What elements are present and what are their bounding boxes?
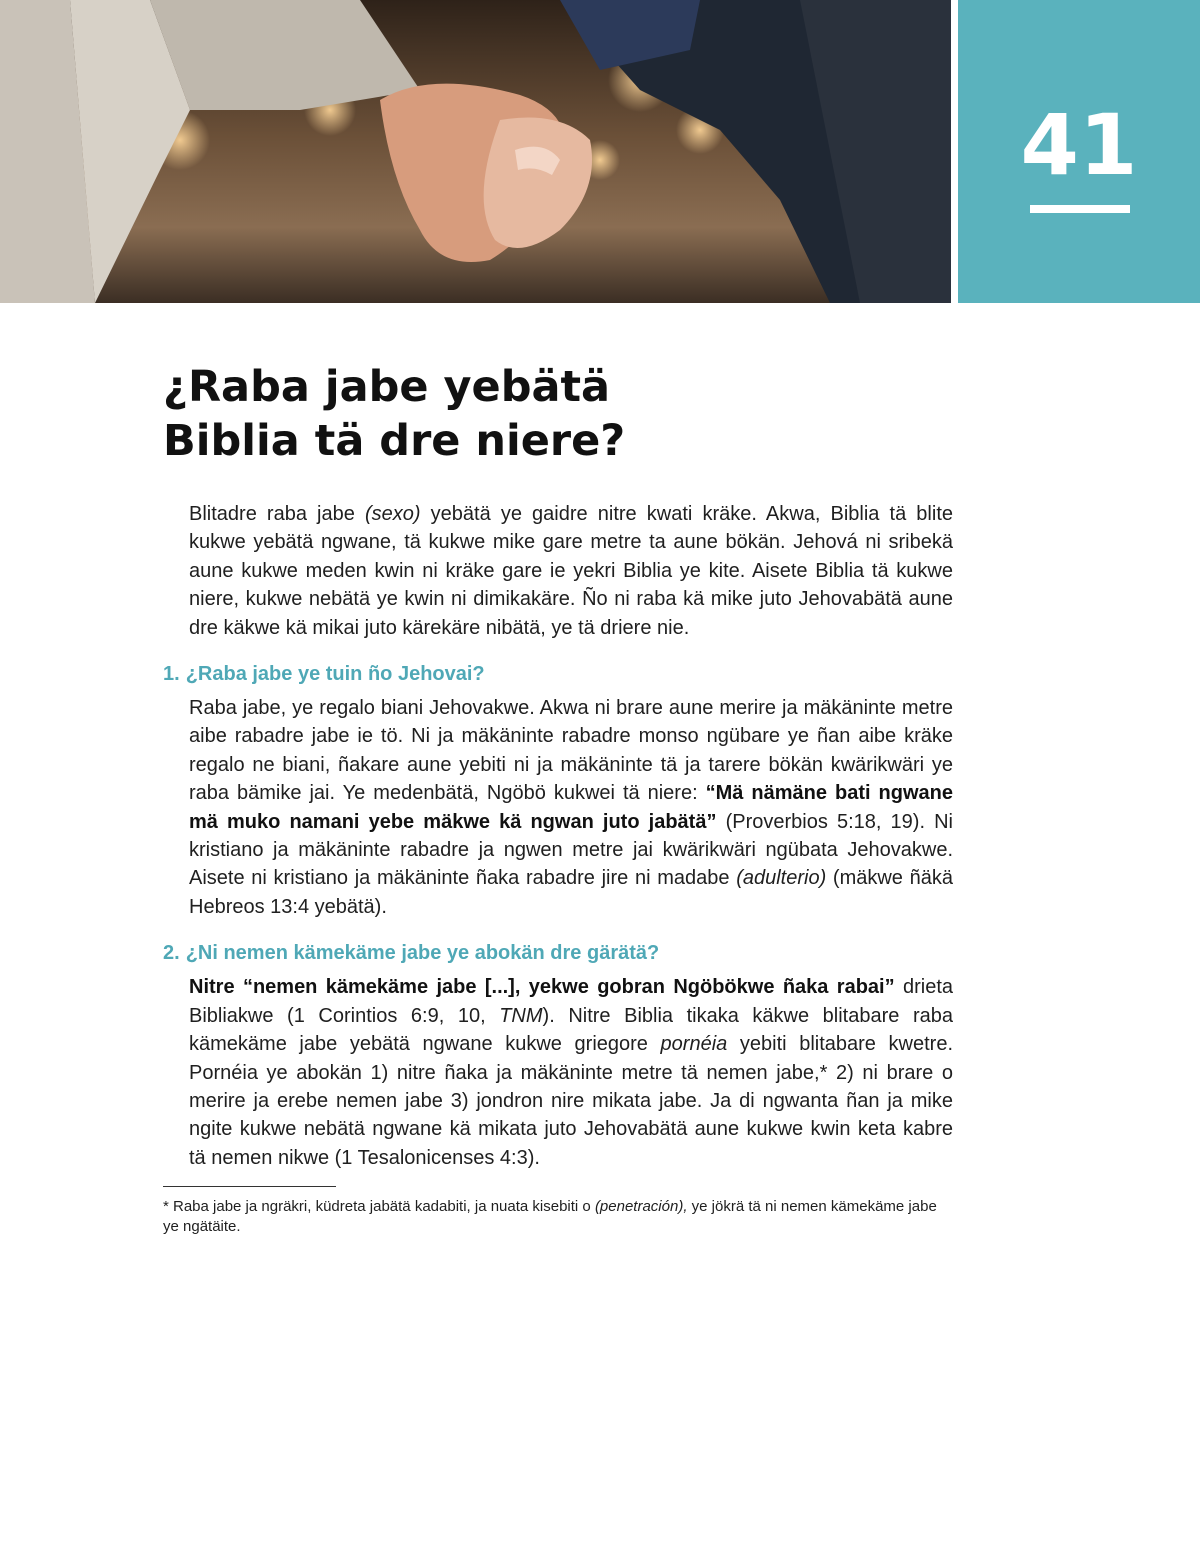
section-2-text-2: ). Nitre Biblia tikaka käkwe blitabare raba kämekäme jabe yebätä ngwane kukwe griegore: [189, 1004, 953, 1056]
chapter-underline: [1030, 205, 1130, 213]
section-2-number: 2.: [163, 942, 180, 965]
article-body: [163, 500, 953, 1237]
intro-text-1: Blitadre raba jabe: [189, 503, 365, 525]
intro-term-sexo: (sexo): [364, 503, 421, 525]
section-2-term-tnm: TNM: [499, 1004, 543, 1027]
section-1-paragraph: [189, 694, 953, 921]
header-photo: [0, 0, 951, 303]
section-2-title: ¿Ni nemen kämekäme jabe ye abokän dre gärätä?: [185, 942, 660, 965]
chapter-badge: [958, 0, 1200, 303]
footnote-text-2: ye jökrä tä ni nemen kämekäme jabe ye ngätäite.: [163, 1198, 937, 1236]
section-1-text-1: Raba jabe, ye regalo biani Jehovakwe. Akwa ni brare aune merire ja mäkäninte metre aibe rabadre jabe ie tö. Ni ja mäkäninte rabadre monso ngübare ye ñan aibe kräke regalo ne biani, ñakare aune yebiti ni ja mäkäninte tä ja tarere bökän kwärikwäri ye raba bämike jai. Ye medenbätä, Ngöbö kukwei tä niere:: [189, 697, 953, 805]
page-title-line-2: Biblia tä dre niere?: [163, 416, 626, 466]
section-1-text-2: (Proverbios 5:18, 19). Ni kristiano ja mäkäninte rabadre ja ngwen metre jai kwärikwäri ngübata Jehovakwe. Aisete ni kristiano ja mäkäninte ñaka rabadre jire ni madabe: [189, 810, 953, 890]
hands-holding-photo-illustration: [0, 0, 951, 303]
section-1-title: ¿Raba jabe ye tuin ño Jehovai?: [185, 663, 485, 686]
intro-text-2: yebätä ye gaidre nitre kwati kräke. Akwa, Biblia tä blite kukwe yebätä ngwane, tä kukwe mike gare metre ta aune bökän. Jehová ni sribekä aune kukwe meden kwin ni kräke gare ie yekri Biblia ye kite. Aisete Biblia tä kukwe niere, kukwe nebätä ye kwin ni dimikakäre. Ño ni raba kä mike juto Jehovabätä aune dre käkwe kä mikai juto kärekäre nibätä, ye tä driere nie.: [189, 503, 953, 639]
footnote-term-penetracion: (penetración),: [594, 1198, 688, 1216]
page-title-line-1: ¿Raba jabe yebätä: [163, 362, 611, 412]
section-2-quote: Nitre “nemen kämekäme jabe [...], yekwe gobran Ngöbökwe ñaka rabai”: [189, 976, 895, 999]
intro-paragraph: [189, 500, 953, 642]
section-2-text-3: yebiti blitabare kwetre. Pornéia ye abokän 1) nitre ñaka ja mäkäninte metre tä nemen jabe,* 2) ni brare o merire ja erebe nemen jabe 3) jondron nire mikata jabe. Ja di ngwanta ñan ja mike ngite kukwe nebätä ngwane kä mikata juto Jehovabätä aune kukwe kwin keta kabre tä nemen nikwe (1 Tesalonicenses 4:3).: [189, 1033, 954, 1169]
footnote-text-1: * Raba jabe ja ngräkri, küdreta jabätä kadabiti, ja nuata kisebiti o: [163, 1198, 595, 1216]
section-2-heading: [163, 939, 953, 967]
section-1-text-3: (mäkwe ñäkä Hebreos 13:4 yebätä).: [189, 867, 953, 918]
section-2-paragraph: [189, 973, 953, 1172]
footnote: [163, 1197, 953, 1237]
section-2-term-porneia: pornéia: [660, 1033, 728, 1056]
section-1-quote: “Mä nämäne bati ngwane mä muko namani yebe mäkwe kä ngwan juto jabätä”: [189, 782, 953, 833]
section-1-number: 1.: [163, 663, 180, 686]
footnote-divider: [163, 1186, 336, 1187]
chapter-number: 41: [1020, 96, 1138, 194]
section-2-text-1: drieta Bibliakwe (1 Corintios 6:9, 10,: [189, 976, 953, 1027]
page-title: [163, 360, 923, 468]
section-1-term-adulterio: (adulterio): [736, 867, 827, 890]
section-1-heading: [163, 660, 953, 688]
